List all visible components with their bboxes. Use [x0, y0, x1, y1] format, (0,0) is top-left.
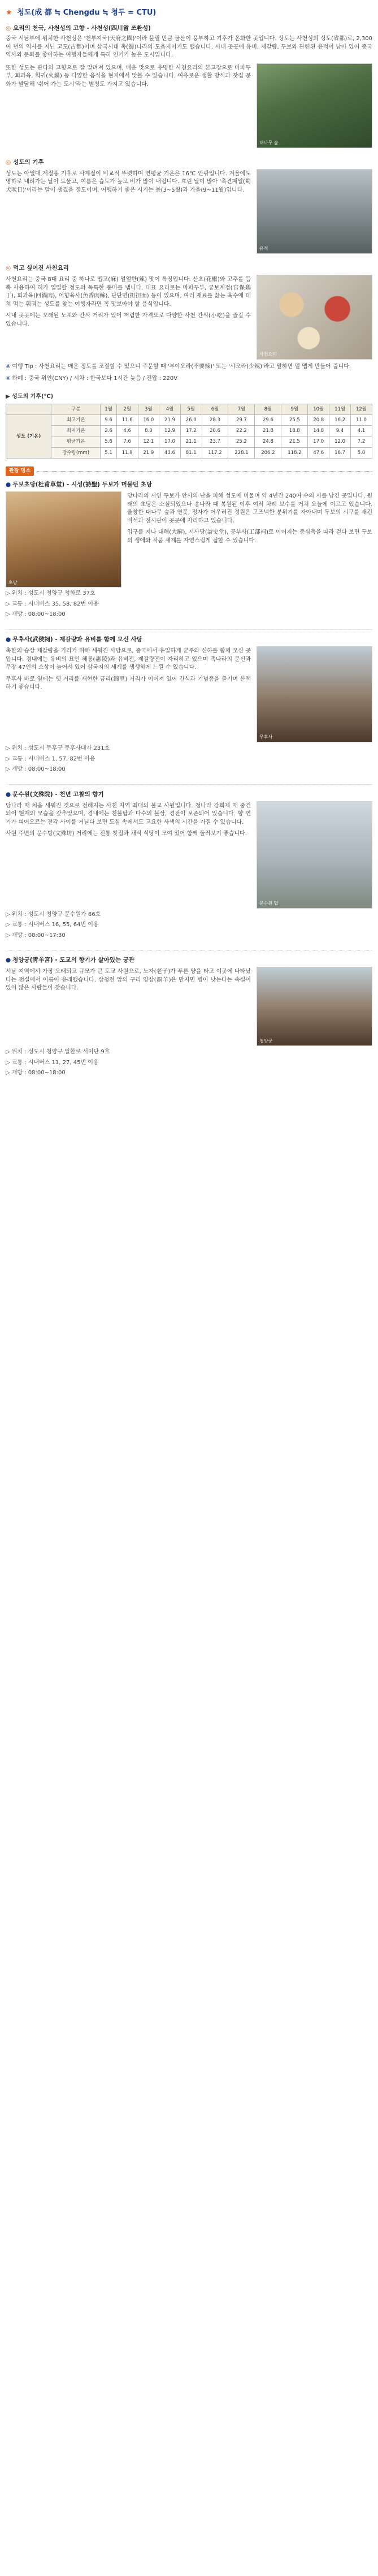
attraction-info: ▷ 교통 : 시내버스 35, 58, 82번 이용 [6, 600, 99, 607]
table-header-cell: 10월 [308, 404, 329, 414]
paragraph: 입구를 지나 대해(大廨), 시사당(詩史堂), 공부사(工部祠)로 이어지는 중심축을 따라 걷다 보면 두보의 생애와 작품 세계를 자연스럽게 접할 수 있습니다. [127, 529, 372, 544]
paragraph: 시내 곳곳에는 오래된 노포와 간식 거리가 있어 저렴한 가격으로 다양한 사천 간식(小吃)을 즐길 수 있습니다. [6, 313, 251, 327]
paragraph: 당나라 때 처음 세워진 것으로 전해지는 사천 지역 최대의 불교 사원입니다. 청나라 강희제 때 중건되어 현재의 모습을 갖추었으며, 경내에는 천불탑과 다수의 불상, 경전이 보존되어 있습니다. 향 연기가 피어오르는 전각 사이를 거닐다 보면 도심 속에서도 고요한 사색의 시간을 가질 수 있습니다. [6, 802, 251, 825]
table-cell: 21.9 [159, 414, 181, 425]
table-cell: 14.8 [308, 426, 329, 436]
table-cell: 29.6 [255, 414, 281, 425]
table-row-label: 최저기온 [51, 426, 101, 436]
table-cell: 20.6 [202, 426, 228, 436]
section-climate-text [6, 158, 372, 254]
table-cell: 23.7 [202, 436, 228, 447]
attraction-info: ▷ 개방 : 08:00~18:00 [6, 611, 66, 618]
table-header-cell: 8월 [255, 404, 281, 414]
paragraph: 성도는 아열대 계절풍 기후로 사계절이 비교적 뚜렷하며 연평균 기온은 16℃ 안팎입니다. 겨울에도 영하로 내려가는 날이 드물고, 여름은 습도가 높고 비가 많이 내립니다. 흐린 날이 많아 '촉견폐일(蜀犬吠日)'이라는 말이 생겼을 정도이며, 여행하기 좋은 시기는 봄(3~5월)과 가을(9~11월)입니다. [6, 170, 251, 193]
table-cell: 26.0 [180, 414, 202, 425]
table-cell: 206.2 [255, 447, 281, 458]
table-cell: 25.2 [228, 436, 255, 447]
table-cell: 16.0 [138, 414, 159, 425]
table-cell: 118.2 [281, 447, 308, 458]
attractions-banner [6, 466, 372, 476]
table-cell: 22.2 [228, 426, 255, 436]
bamboo-photo: 대나무 숲 [257, 63, 372, 148]
attraction-info: ▷ 개방 : 08:00~18:00 [6, 1070, 66, 1077]
table-cell: 81.1 [180, 447, 202, 458]
table-cell: 21.5 [281, 436, 308, 447]
table-header-cell: 6월 [202, 404, 228, 414]
table-cell: 20.8 [308, 414, 329, 425]
table-row-label: 평균기온 [51, 436, 101, 447]
attraction-info: ▷ 위치 : 성도시 청양구 문수원가 66호 [6, 911, 101, 918]
attraction-info: ▷ 위치 : 성도시 청양구 일환로 서이단 9호 [6, 1049, 110, 1056]
table-cell: 2.6 [101, 426, 117, 436]
table-header-cell [6, 404, 51, 414]
paragraph: 서남 지역에서 가장 오래되고 규모가 큰 도교 사원으로, 노자(老子)가 푸른 양을 타고 이곳에 나타났다는 전설에서 이름이 유래했습니다. 삼청전 앞의 구리 양상(銅羊)은 만지면 병이 낫는다는 속설이 있어 많은 사람들이 찾습니다. [6, 969, 251, 992]
section-title: ◎ 요리의 천국, 사천성의 고향 - 사천성(四川省 쓰촨성) [6, 24, 151, 32]
table-cell: 17.0 [308, 436, 329, 447]
table-header-cell: 4월 [159, 404, 181, 414]
table-cell: 4.6 [116, 426, 138, 436]
table-cell: 17.2 [180, 426, 202, 436]
table-cell: 28.3 [202, 414, 228, 425]
ruins-photo: 유적 [257, 169, 372, 254]
section-intro [6, 24, 372, 148]
table-cell: 9.4 [329, 426, 351, 436]
table-header-row [6, 404, 372, 414]
table-header-cell: 2월 [116, 404, 138, 414]
section-title: ◎ 성도의 기후 [6, 158, 44, 166]
attraction-title: ● 청양궁(靑羊宮) - 도교의 향기가 살아있는 궁관 [6, 957, 135, 964]
attraction-wenshu [6, 790, 372, 940]
table-cell: 5.6 [101, 436, 117, 447]
paragraph: 사천요리는 중국 8대 요리 중 하나로 맵고(麻) 얼얼한(辣) 맛이 특징입니다. 산초(花椒)와 고추를 듬뿍 사용하여 혀가 얼얼할 정도의 독특한 풍미를 냅니다. 대표 요리로는 마파두부, 궁보계정(宮保鷄丁), 회과육(回鍋肉), 어향육사(魚香肉絲), 단단면(担担面) 등이 있으며, 여러 재료를 끓는 육수에 데쳐 먹는 훠궈는 성도를 찾는 여행자라면 꼭 맛보아야 할 음식입니다. [6, 276, 251, 308]
table-row-label: 강수량(mm) [51, 447, 101, 458]
table-cell: 21.8 [255, 426, 281, 436]
food-photo: 사천요리 [257, 275, 372, 360]
table-cell: 5.1 [101, 447, 117, 458]
table-cell: 43.6 [159, 447, 181, 458]
table-cell: 24.8 [255, 436, 281, 447]
attraction-info: ▷ 교통 : 시내버스 1, 57, 82번 이용 [6, 755, 95, 762]
attractions-chip: 관광 명소 [6, 466, 34, 476]
info-note: ※ 화폐 : 중국 위안(CNY) / 시차 : 한국보다 1시간 늦음 / 전압 : 220V [6, 375, 178, 382]
table-cell: 18.8 [281, 426, 308, 436]
table-header-cell: 3월 [138, 404, 159, 414]
table-cell: 228.1 [228, 447, 255, 458]
attraction-title: ● 문수원(文殊院) - 천년 고찰의 향기 [6, 790, 104, 798]
paragraph: 당나라의 시인 두보가 안사의 난을 피해 성도에 머물며 약 4년간 240여 수의 시를 남긴 곳입니다. 원래의 초당은 소실되었으나 송나라 때 복원된 이후 여러 차례 보수를 거쳐 오늘에 이르고 있습니다. 울창한 대나무 숲과 연못, 정자가 어우러진 정원은 고즈넉한 분위기를 자아내며 두보의 시구를 새긴 비석과 전시관이 곳곳에 자리하고 있습니다. [127, 493, 372, 524]
attraction-info: ▷ 개방 : 08:00~17:30 [6, 932, 66, 939]
climate-table-title: ▶ 성도의 기후(℃) [6, 394, 54, 400]
section-title: ◎ 먹고 싶어진 사천요리 [6, 264, 69, 271]
table-cell: 21.1 [180, 436, 202, 447]
table-cell: 21.9 [138, 447, 159, 458]
table-header-cell: 1월 [101, 404, 117, 414]
table-cell: 11.0 [351, 414, 372, 425]
table-row-label: 최고기온 [51, 414, 101, 425]
table-cell: 11.9 [116, 447, 138, 458]
paragraph: 또한 성도는 판다의 고향으로 잘 알려져 있으며, 매운 맛으로 유명한 사천요리의 본고장으로 마파두부, 회과육, 훠궈(火鍋) 등 다양한 음식을 현지에서 맛볼 수 있습니다. 여유로운 생활 방식과 찻집 문화가 발달해 '쉬어 가는 도시'라는 별칭도 가지고 있습니다. [6, 64, 251, 88]
table-header-cell: 7월 [228, 404, 255, 414]
table-header-cell: 11월 [329, 404, 351, 414]
wuhou-photo: 무후사 [257, 646, 372, 742]
table-cell: 17.0 [159, 436, 181, 447]
tip-note: ※ 여행 Tip : 사천요리는 매운 정도를 조절할 수 있으니 주문할 때 '부야오라(不要辣)' 또는 '샤오라(少辣)'라고 말하면 덜 맵게 만들어 줍니다. [6, 364, 351, 370]
table-cell: 47.6 [308, 447, 329, 458]
attraction-title: ● 두보초당(杜甫草堂) - 시성(詩聖) 두보가 머물던 초당 [6, 481, 153, 489]
table-cell: 12.1 [138, 436, 159, 447]
paragraph: 사원 주변의 문수방(文殊坊) 거리에는 전통 찻집과 채식 식당이 모여 있어 함께 둘러보기 좋습니다. [6, 831, 247, 837]
attraction-info: ▷ 개방 : 08:00~18:00 [6, 766, 66, 773]
attraction-qingyang [6, 956, 372, 1078]
star-icon: ★ [6, 8, 12, 17]
attraction-info: ▷ 교통 : 시내버스 11, 27, 45번 이용 [6, 1059, 99, 1066]
table-cell: 7.6 [116, 436, 138, 447]
qingyang-photo: 청양궁 [257, 967, 372, 1046]
page [0, 0, 378, 1078]
attraction-title: ● 무후사(武侯祠) - 제갈량과 유비를 함께 모신 사당 [6, 636, 142, 643]
table-cell: 4.1 [351, 426, 372, 436]
table-row [6, 414, 372, 425]
table-cell: 9.6 [101, 414, 117, 425]
page-title: 청도(成 都 ≒ Chengdu ≒ 쳥두 = CTU) [17, 8, 157, 17]
table-row [6, 426, 372, 436]
section-food [6, 264, 372, 383]
table-header-cell: 5월 [180, 404, 202, 414]
table-cell: 12.0 [329, 436, 351, 447]
table-cell: 11.6 [116, 414, 138, 425]
climate-table [6, 404, 372, 459]
table-cell: 12.9 [159, 426, 181, 436]
table-cell: 25.5 [281, 414, 308, 425]
attraction-info: ▷ 위치 : 성도시 무후구 무후사대가 231호 [6, 745, 110, 752]
paragraph: 중국 서남부에 위치한 사천성은 '천부지국(天府之國)'이라 불릴 만큼 물산이 풍부하고 기후가 온화한 곳입니다. 성도는 사천성의 성도(省都)로, 2,300여 년의 역사를 지닌 고도(古都)이며 삼국시대 촉(蜀)나라의 도읍지이기도 했습니다. 시내 곳곳에 유비, 제갈량, 두보와 관련된 유적이 남아 있어 중국 역사와 문화를 좋아하는 여행자들에게 특히 인기가 높은 도시입니다. [6, 36, 372, 59]
table-cell: 29.7 [228, 414, 255, 425]
paragraph: 무후사 바로 옆에는 옛 거리를 재현한 금리(錦里) 거리가 이어져 있어 간식과 기념품을 즐기며 산책하기 좋습니다. [6, 676, 251, 691]
table-cell: 7.2 [351, 436, 372, 447]
table-row [6, 447, 372, 458]
attraction-info: ▷ 교통 : 시내버스 16, 55, 64번 이용 [6, 922, 99, 928]
table-cell: 16.2 [329, 414, 351, 425]
table-cell: 117.2 [202, 447, 228, 458]
wenshu-pagoda-photo: 문수원 탑 [257, 801, 372, 909]
table-side-label: 성도 (기온) [6, 414, 51, 458]
table-row [6, 436, 372, 447]
attraction-wuhou [6, 636, 372, 774]
table-cell: 16.7 [329, 447, 351, 458]
table-header-cell: 9월 [281, 404, 308, 414]
table-header-cell: 구분 [51, 404, 101, 414]
page-header [6, 8, 372, 19]
paragraph: 촉한의 승상 제갈량을 기리기 위해 세워진 사당으로, 중국에서 유일하게 군주와 신하를 함께 모신 곳입니다. 경내에는 유비의 묘인 혜릉(惠陵)과 유비전, 제갈량전이 자리하고 있으며 촉나라의 문신과 무장 47인의 소상이 늘어서 있어 삼국지의 세계를 생생하게 느낄 수 있습니다. [6, 648, 251, 671]
attraction-info: ▷ 위치 : 성도시 청양구 청화로 37호 [6, 590, 95, 597]
table-cell: 5.0 [351, 447, 372, 458]
table-header-cell: 12월 [351, 404, 372, 414]
table-cell: 8.0 [138, 426, 159, 436]
attraction-dufu [6, 481, 372, 619]
dufu-photo: 초당 [6, 491, 121, 587]
